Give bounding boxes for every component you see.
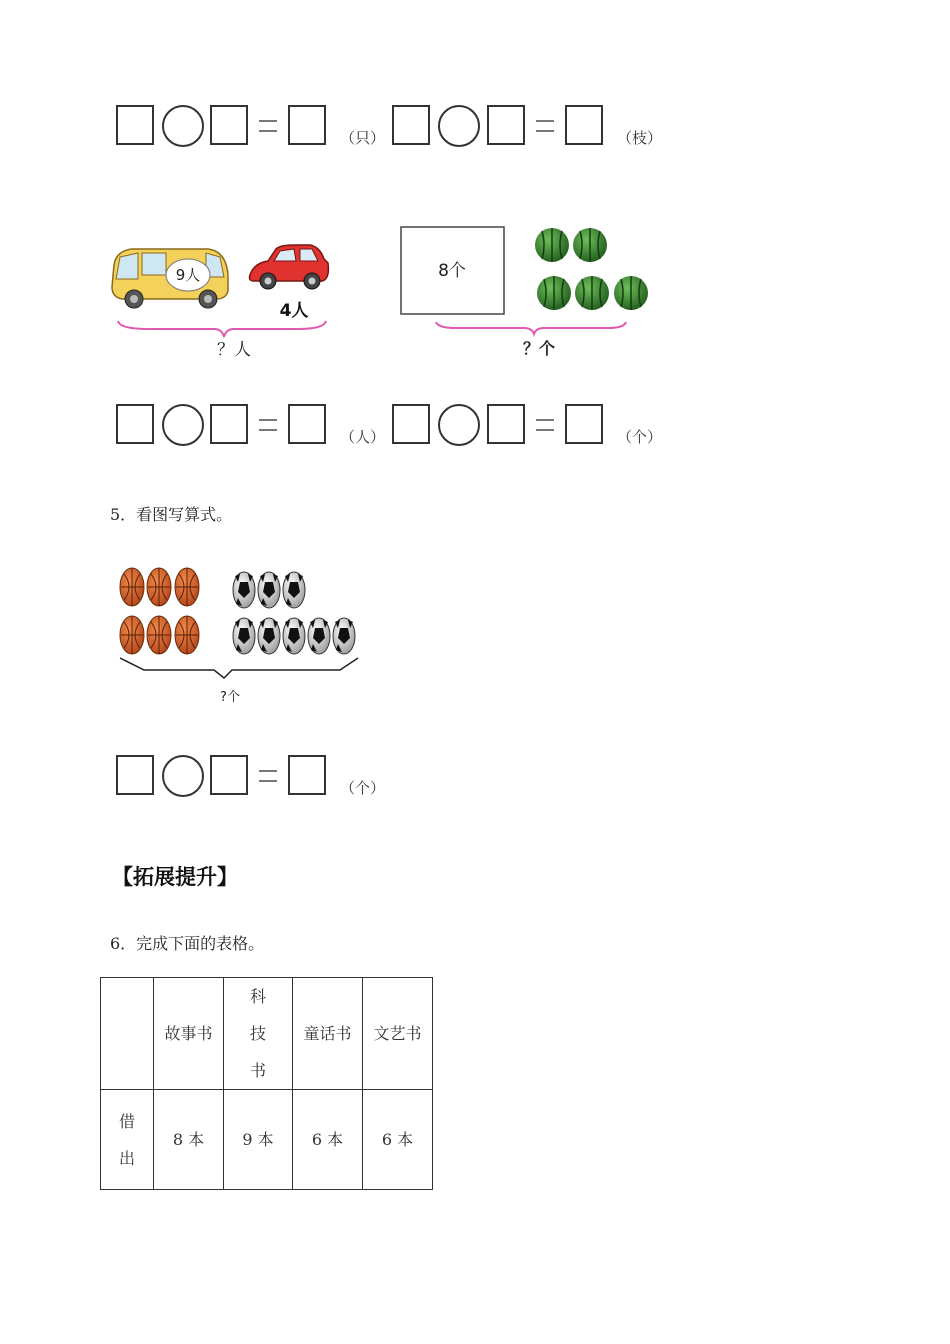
unit-label: （人） (340, 428, 386, 446)
soccer-ball-icon (233, 572, 255, 608)
answer-box[interactable] (210, 755, 248, 795)
table-cell: 8 本 (154, 1090, 224, 1190)
answer-box[interactable] (116, 404, 154, 444)
table-cell: 6 本 (293, 1090, 363, 1190)
watermelon-icon (614, 276, 648, 310)
soccer-ball-icon (283, 618, 305, 654)
section-heading: 【拓展提升】 (112, 865, 238, 889)
answer-box[interactable] (116, 755, 154, 795)
equation-row-2 (0, 404, 700, 448)
table-row-label: 借出 (101, 1090, 154, 1190)
watermelon-picture (396, 222, 658, 362)
question-6-text: 6．完成下面的表格。 (110, 934, 265, 953)
unit-label: （枝） (617, 129, 663, 147)
table-header-cell: 科技书 (224, 978, 293, 1090)
books-table (100, 977, 433, 1190)
answer-box[interactable] (288, 755, 326, 795)
answer-box[interactable] (392, 105, 430, 145)
operator-circle[interactable] (162, 404, 204, 446)
basketball-icon (175, 616, 199, 654)
answer-box[interactable] (487, 105, 525, 145)
question-5-text: 5．看图写算式。 (110, 505, 233, 524)
watermelon-icon (573, 228, 607, 262)
soccer-ball-icon (233, 618, 255, 654)
answer-box[interactable] (210, 105, 248, 145)
box-label: 8个 (438, 261, 466, 281)
equals-sign (259, 770, 277, 782)
table-corner-cell (101, 978, 154, 1090)
operator-circle[interactable] (162, 755, 204, 797)
vehicles-total-label: ？人 (217, 340, 251, 360)
equation-row-1 (0, 105, 700, 149)
answer-box[interactable] (487, 404, 525, 444)
equation-row-3 (0, 755, 400, 799)
answer-box[interactable] (565, 105, 603, 145)
answer-box[interactable] (288, 404, 326, 444)
basketball-icon (120, 616, 144, 654)
balls-total-label: ?个 (220, 690, 240, 705)
equals-sign (259, 419, 277, 431)
car-label: 4人 (279, 301, 309, 321)
basketball-icon (147, 616, 171, 654)
answer-box[interactable] (565, 404, 603, 444)
table-row (101, 1090, 433, 1190)
bus-icon (112, 249, 228, 308)
unit-label: （只） (340, 129, 386, 147)
table-header-cell: 文艺书 (363, 978, 433, 1090)
table-header-row (101, 978, 433, 1090)
operator-circle[interactable] (438, 105, 480, 147)
car-icon (250, 245, 329, 289)
answer-box[interactable] (392, 404, 430, 444)
answer-box[interactable] (288, 105, 326, 145)
soccer-ball-icon (333, 618, 355, 654)
soccer-ball-icon (258, 572, 280, 608)
soccer-ball-icon (308, 618, 330, 654)
watermelon-total-label: ？个 (522, 339, 556, 358)
operator-circle[interactable] (162, 105, 204, 147)
operator-circle[interactable] (438, 404, 480, 446)
answer-box[interactable] (210, 404, 248, 444)
balls-picture (114, 562, 364, 710)
table-header-cell: 童话书 (293, 978, 363, 1090)
basketball-icon (120, 568, 144, 606)
soccer-ball-icon (258, 618, 280, 654)
equals-sign (259, 120, 277, 132)
watermelon-icon (575, 276, 609, 310)
unit-label: （个） (617, 428, 663, 446)
watermelon-icon (535, 228, 569, 262)
watermelon-icon (537, 276, 571, 310)
table-cell: 6 本 (363, 1090, 433, 1190)
basketball-icon (175, 568, 199, 606)
equals-sign (536, 419, 554, 431)
soccer-ball-icon (283, 572, 305, 608)
equals-sign (536, 120, 554, 132)
vehicles-picture (108, 235, 338, 365)
answer-box[interactable] (116, 105, 154, 145)
bus-label: 9人 (175, 266, 201, 284)
table-cell: 9 本 (224, 1090, 293, 1190)
table-header-cell: 故事书 (154, 978, 224, 1090)
basketball-icon (147, 568, 171, 606)
unit-label: （个） (340, 779, 386, 797)
